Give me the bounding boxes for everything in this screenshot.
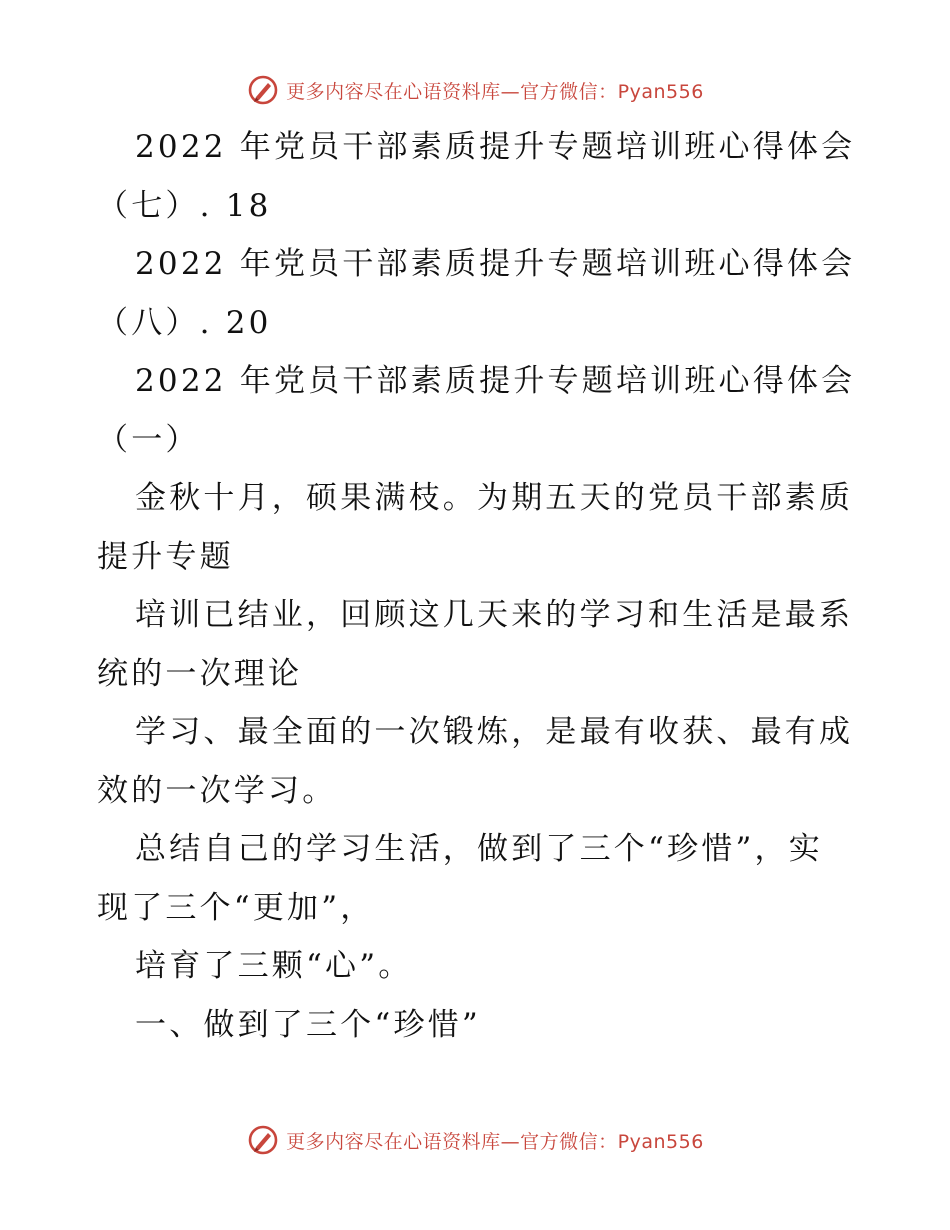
document-line: 总结自己的学习生活，做到了三个“珍惜”，实 bbox=[135, 831, 823, 867]
document-line: （七）. 18 bbox=[97, 187, 272, 224]
document-line: 培育了三颗“心”。 bbox=[135, 948, 413, 984]
header-wechat-id: Pyan556 bbox=[617, 80, 704, 103]
pen-logo-icon bbox=[246, 73, 280, 107]
pen-logo-icon bbox=[246, 1123, 280, 1157]
document-line: （一） bbox=[97, 421, 200, 458]
document-line: 现了三个“更加”， bbox=[97, 889, 375, 926]
document-line: 2022 年党员干部素质提升专题培训班心得体会 bbox=[135, 129, 856, 165]
document-body bbox=[97, 118, 857, 1054]
footer-banner bbox=[0, 1120, 950, 1160]
document-line: 2022 年党员干部素质提升专题培训班心得体会 bbox=[135, 363, 856, 399]
document-line: 培训已结业，回顾这几天来的学习和生活是最系 bbox=[135, 597, 854, 633]
document-line: 2022 年党员干部素质提升专题培训班心得体会 bbox=[135, 246, 856, 282]
footer-banner-text: 更多内容尽在心语资料库—官方微信：Pyan556 bbox=[286, 1130, 704, 1153]
document-line: 一、做到了三个“珍惜” bbox=[135, 1006, 481, 1043]
document-line: 统的一次理论 bbox=[97, 655, 303, 692]
document-line: 金秋十月，硕果满枝。为期五天的党员干部素质 bbox=[135, 480, 854, 516]
header-banner-text: 更多内容尽在心语资料库—官方微信：Pyan556 bbox=[286, 80, 704, 103]
document-line: 学习、最全面的一次锻炼，是最有收获、最有成 bbox=[135, 714, 854, 750]
footer-wechat-id: Pyan556 bbox=[617, 1130, 704, 1153]
document-line: 效的一次学习。 bbox=[97, 772, 337, 809]
document-line: （八）. 20 bbox=[97, 304, 272, 341]
header-banner bbox=[0, 70, 950, 110]
document-line: 提升专题 bbox=[97, 538, 234, 575]
